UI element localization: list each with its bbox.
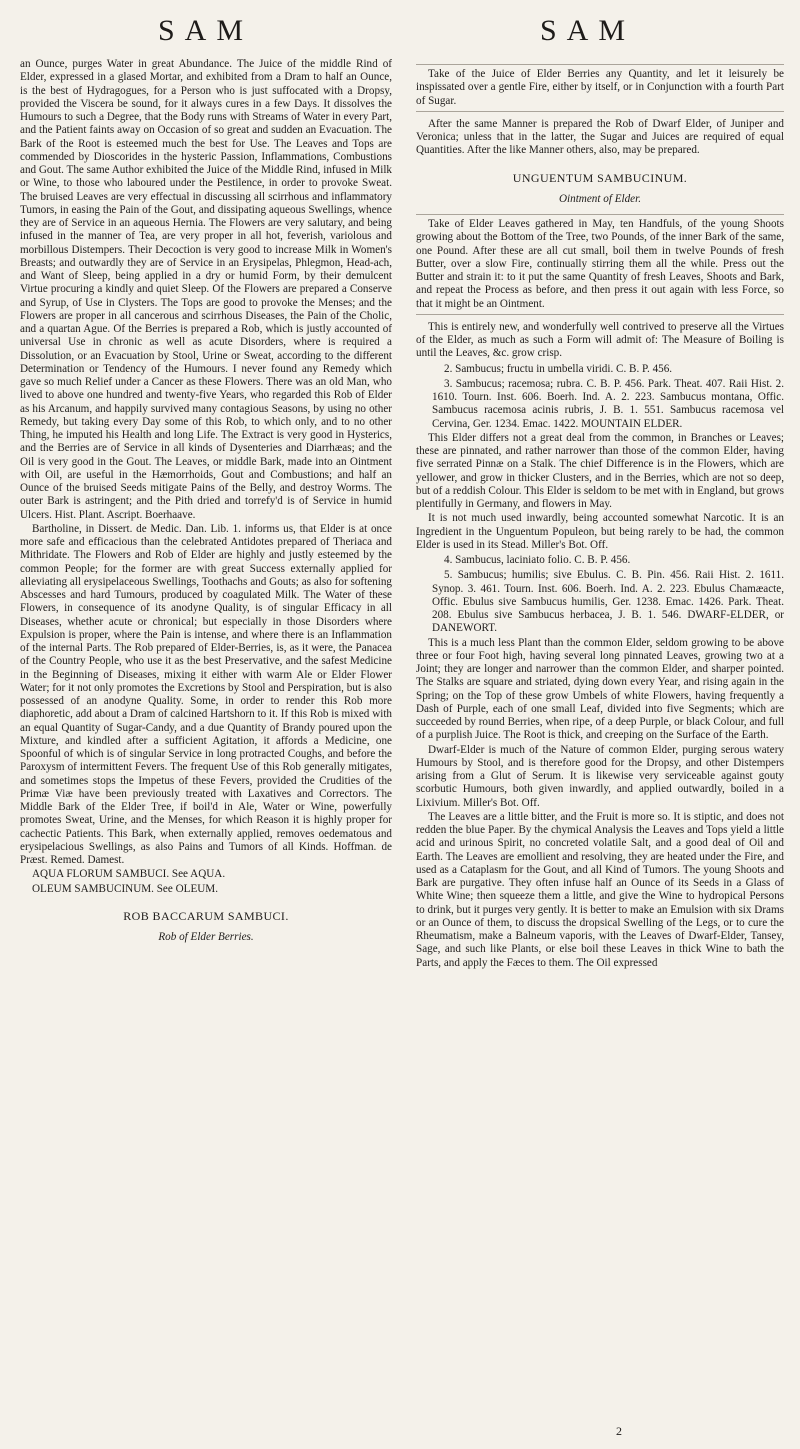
mountain-elder-use: It is not much used inwardly, being accounted somewhat Narcotic. It is an Ingredient in the Unguentum Populeon, but being rarely to be had, the common Elder is used in its Stead. Miller's Bot. Off. <box>416 512 784 551</box>
mountain-elder-description: This Elder differs not a great deal from the common, in Branches or Leaves; these are pinnated, and rather narrower than those of the common Elder, having five serrated Pinnæ on a Stalk. The chief Difference is in the Flowers, which are yellower, and grow in thicker Clusters, and in the Berries, which are not so deep, but of a reddish Colour. This Elder is seldom to be met with in England, but grows plentifully in Germany, and flowers in May. <box>416 431 784 510</box>
ointment-note: This is entirely new, and wonderfully well contrived to preserve all the Virtues of the Elder, as much as such a Form will admit of: The Measure of Boiling is until the Leaves, &c. grow crisp. <box>416 320 784 360</box>
running-head-right: SAM <box>540 14 636 47</box>
cross-reference: AQUA FLORUM SAMBUCI. See AQUA. <box>32 868 226 881</box>
left-paragraph: an Ounce, purges Water in great Abundance. The Juice of the middle Rind of Elder, expressed in a glased Mortar, and exhibited from a Dram to half an Ounce, is the best of Hydragogues, for a Person who is just suffocated with a Dropsy, provided the Viscera be sound, for it always cures in a few Days. It dissolves the Humours to such a Degree, that the Body runs with Streams of Water in every Part, and the Patient faints away on Occasion of so great and sudden an Evacuation. The Bark of the Root is esteemed much the best for Use. The Leaves and Tops are commended by Dioscorides in the hysteric Passion, Inflammations, Combustions and Gout. The same Author exhibited the Juice of the Middle Rind, infused in Milk or Wine, to those who laboured under the Pestilence, in order to provoke Sweat. The bruised Leaves are very effectual in discussing all scirrhous and inflammatory Tumors, in easing the Pain of the Gout, and dissipating aqueous Swellings, whence they are of Service in an aqueous Hernia. The Flowers are very salutary, and being infused in the manner of Tea, are very proper in all hot, feverish, variolous and morbillous Distempers. Their Decoction is very good to increase Milk in Women's Breasts; and outwardly they are of Service in an Erysipelas, Phlegmon, Head-ach, and Want of Sleep, being applied in a dry or humid Form, by their demulcent Virtue procuring a kindly and quiet Sleep. Of the Flowers are prepared a Conserve and Syrup, of Use in Clysters. The Tops are good to provoke the Menses; and the Flowers are proper in all cancerous and scirrhous Diseases, the Pain of the Cholic, and a quartan Ague. Of the Berries is prepared a Rob, which is justly accounted of universal Use in chronic as well as acute Disorders, where is required a Dissolution, or an Evacuation by Stool, Urine or Sweat, according to the different Determination or Tendency of the Humours. I never found any Remedy which gave so much Relief under a Cancer as these Flowers. There was an old Man, who lived to above one hundred and twenty-five Years, who regarded this Rob of Elder as his Arcanum, and happily survived many contagious Seasons, by using no other Remedy, but taking every Day some of this Rob, to which only, and to no other Thing, he imputed his Health and long Life. The Extract is very good in Hysterics, and the Berries are of Service in all kinds of Dysenteries and Diarrhæas; and the Oil is very good in the Gout. The Leaves, or middle Bark, made into an Ointment with Oil, are useful in the Hæmorrhoids, Gout and Combustions; and half an Ounce of the bruised Seeds mitigate Pains of the Belly, and destroy Worms. The outer Bark is astringent; and the Pith dried and torrefy'd is of Service in humid Ulcers. Hist. Plant. Ascript. Boerhaave. <box>20 58 392 521</box>
ointment-recipe: Take of Elder Leaves gathered in May, ten Handfuls, of the young Shoots growing about the Bottom of the Tree, two Pounds, of the inner Bark of the same, one Pound. After these are all cut small, boil them in twelve Pounds of fresh Butter, over a slow Fire, continually stirring them all the while. Press out the Butter and strain it: to it put the same Quantity of fresh Leaves, Shoots and Bark, and repeat the Process as before, and then press it out again with less Force, so that it might be an Ointment. <box>416 214 784 315</box>
unguentum-heading: UNGUENTUM SAMBUCINUM. <box>512 170 688 185</box>
left-column <box>20 58 392 1443</box>
rob-note: After the same Manner is prepared the Rob of Dwarf Elder, of Juniper and Veronica; unless that in the latter, the Sugar and Juices are required of equal Quantities. After the like Manner others, also, may be prepared. <box>416 117 784 157</box>
species-entry: 5. Sambucus; humilis; sive Ebulus. C. B. Pin. 456. Raii Hist. 2. 1611. Synop. 3. 461. Tourn. Inst. 606. Boerh. Ind. A. 2. 223. Ebulus Chamæacte, Offic. Ebulus sive Sambucus humilis, Ger. 1238. Emac. 1426. Park. Theat. 208. Ebulus sive Sambucus herbacea, J. B. 1. 546. DWARF-ELDER, or DANEWORT. <box>432 569 784 635</box>
species-entry: 3. Sambucus; racemosa; rubra. C. B. P. 456. Park. Theat. 407. Raii Hist. 2. 1610. Tourn. Inst. 606. Boerh. Ind. A. 2. 223. Sambucus montana, Offic. Sambucus racemosa acinis rubris, J. B. 1. 551. Sambucus racemosa vel Cervina, Ger. 1234. Emac. 1422. MOUNTAIN ELDER. <box>432 377 784 430</box>
running-head-left: SAM <box>158 14 254 47</box>
dwarf-elder-paragraph: This is a much less Plant than the common Elder, seldom growing to be above three or four Foot high, having several long pinnated Leaves, growing two at a Joint; they are longer and narrower than the common Elder, and sharper pointed. The Stalks are square and striated, dying down every Year, and rising again in the Spring; on the Top of these grow Umbels of white Flowers, having frequently a Dash of Purple, each of one small Leaf, divided into five Segments; which are succeeded by round Berries, when ripe, of a deep Purple, or black Colour, and full of a purplish Juice. The Root is thick, and creeping on the Surface of the Earth. <box>416 636 784 742</box>
signature-mark: 2 <box>616 1424 622 1438</box>
dwarf-elder-paragraph: Dwarf-Elder is much of the Nature of common Elder, purging serous watery Humours by Stool, and is therefore good for the Dropsy, and other Distempers arising from a Glut of Serum. It is likewise very serviceable against gouty scorbutic Humours, both given inwardly, and applied outwardly, boiled in a Lixivium. Miller's Bot. Off. <box>416 743 784 809</box>
rob-subheading: Rob of Elder Berries. <box>158 931 254 943</box>
cross-reference: OLEUM SAMBUCINUM. See OLEUM. <box>32 882 218 895</box>
species-entry: 2. Sambucus; fructu in umbella viridi. C. B. P. 456. <box>444 362 673 375</box>
right-column <box>416 58 784 1443</box>
species-entry: 4. Sambucus, laciniato folio. C. B. P. 456. <box>444 554 631 566</box>
rob-recipe: Take of the Juice of Elder Berries any Quantity, and let it leisurely be inspissated over a gentle Fire, either by itself, or in Conjunction with a fourth Part of Sugar. <box>416 64 784 112</box>
dwarf-elder-paragraph: The Leaves are a little bitter, and the Fruit is more so. It is stiptic, and does not redden the blue Paper. By the chymical Analysis the Leaves and Tops yield a little acid and urinous Spirit, no concreted volatile Salt, and a good deal of Oil and Earth. The Leaves are emollient and resolving, they are heated under the Fire, and used as a Cataplasm for the Gout, and all Kind of Tumors. The young Shoots and Bark are purgative. They often infuse half an Ounce of its Seeds in a Glass of White Wine; then squeeze them a little, and give the Wine to hydropical Persons to drink, but it purges very gently. It is better to make an Emulsion with six Drams or an Ounce of them, to discuss the dropsical Swelling of the Legs, or to cure the Rheumatism, make a Balneum vaporis, with the Leaves of Dwarf-Elder, Tansey, Sage, and such like Plants, or else boil these Leaves in thick Wine to bath the Parts, and apply the Fæces to them. The Oil expressed <box>416 810 784 969</box>
unguentum-subheading: Ointment of Elder. <box>559 192 641 205</box>
left-paragraph: Bartholine, in Dissert. de Medic. Dan. Lib. 1. informs us, that Elder is at once more safe and efficacious than the celebrated Antidotes prepared of Theriaca and Mithridate. The Flowers and Rob of Elder are highly and justly esteemed by the common People; for the former are with great Success externally applied for alleviating all erysipelaceous Swellings, Toothachs and Gouts; as also for softening Abscesses and hard Tumours, produced by coagulated Milk. The Water of these Flowers, in consequence of its anodyne Quality, is of singular Efficacy in all Diseases, whether acute or chronical; but especially in those Disorders where Expulsion is proper, where the Pain is intense, and where there is an Inflammation of the internal Parts. The Rob prepared of Elder-Berries, is, as it were, the Panacea of the Country People, who use it as the best Preservative, and the safest Medicine in the Beginning of Diseases, mixing it either with warm Ale or Elder Flower Water; for it not only promotes the Excretions by Stool and Perspiration, but is also possessed of an anodyne Quality. Some, in order to render this Rob more diaphoretic, add about a Dram of calcined Hartshorn to it. If this Rob is mixed with an equal Quantity of Sugar-Candy, and a due Quantity of Brandy poured upon the Mixture, and kindled after a sufficient Agitation, it affords a Medicine, one Spoonful of which is of singular Service in long protracted Coughs, and before the Paroxysm of intermittent Fevers. The frequent Use of this Rob generally mitigates, and sometimes stops the Impetus of these Fevers, provided the Crudities of the Primæ Viæ have been previously treated with Laxatives and Correctors. The Middle Bark of the Elder Tree, if boil'd in Ale, Water or Wine, powerfully promotes Sweat, Urine, and the Menses, for which Reason it is highly proper for cachectic Patients. This Bark, when externally applied, removes oedematous and erysipelacious Swellings, as also Pains and Tumors of all Kinds. Hoffman. de Præst. Remed. Damest. <box>20 522 392 866</box>
rob-heading: ROB BACCARUM SAMBUCI. <box>123 908 289 923</box>
